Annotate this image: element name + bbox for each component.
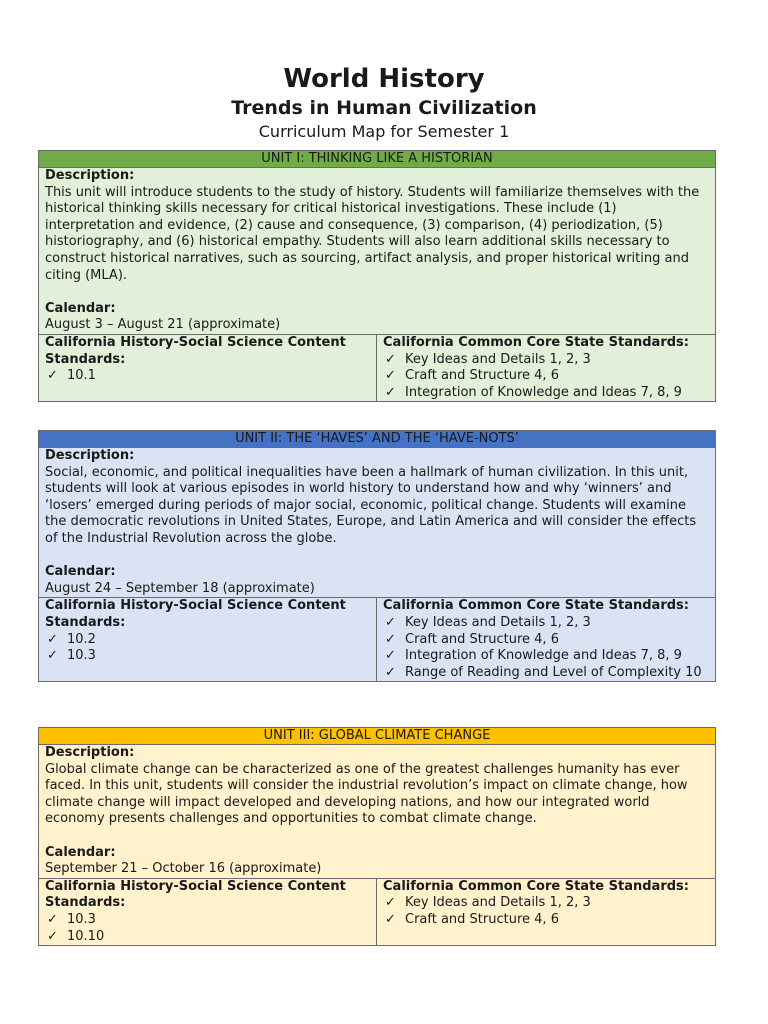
- checkmark-icon: ✓: [385, 664, 396, 680]
- standard-text: Integration of Knowledge and Ideas 7, 8, 9: [405, 384, 682, 400]
- common-core-label: California Common Core State Standards:: [383, 334, 689, 350]
- standard-item: [383, 895, 709, 912]
- unit-2-calendar: August 24 – September 18 (approximate): [45, 580, 315, 596]
- calendar-label: Calendar:: [45, 564, 116, 580]
- checkmark-icon: ✓: [385, 895, 396, 911]
- unit-3-content-standards: [39, 878, 377, 945]
- checkmark-icon: ✓: [47, 928, 58, 944]
- standard-text: Craft and Structure 4, 6: [405, 911, 559, 927]
- standard-item: [383, 385, 709, 402]
- checkmark-icon: ✓: [47, 911, 58, 927]
- standard-text: Craft and Structure 4, 6: [405, 631, 559, 647]
- checkmark-icon: ✓: [47, 631, 58, 647]
- standard-item: [383, 648, 709, 665]
- standard-text: Key Ideas and Details 1, 2, 3: [405, 614, 591, 630]
- common-core-label: California Common Core State Standards:: [383, 878, 689, 894]
- standard-item: [45, 929, 370, 946]
- unit-2-content-standards: [39, 598, 377, 681]
- standard-text: Craft and Structure 4, 6: [405, 368, 559, 384]
- unit-1-common-core-list: [383, 352, 709, 402]
- checkmark-icon: ✓: [385, 648, 396, 664]
- document-subsubtitle: Curriculum Map for Semester 1: [258, 122, 510, 141]
- document-header: [0, 62, 768, 144]
- unit-3-calendar: September 21 – October 16 (approximate): [45, 861, 322, 877]
- unit-2-description-block: [39, 448, 715, 597]
- unit-1-calendar: August 3 – August 21 (approximate): [45, 317, 281, 333]
- standard-item: [45, 632, 370, 649]
- calendar-label: Calendar:: [45, 844, 116, 860]
- standard-text: Key Ideas and Details 1, 2, 3: [405, 895, 591, 911]
- common-core-label: California Common Core State Standards:: [383, 598, 689, 614]
- document-title: World History: [283, 64, 485, 94]
- standard-item: [383, 368, 709, 385]
- checkmark-icon: ✓: [47, 648, 58, 664]
- standard-item: [45, 648, 370, 665]
- unit-2-standards: [39, 597, 715, 681]
- description-label: Description:: [45, 168, 135, 183]
- standard-item: [45, 368, 370, 385]
- standard-item: [383, 912, 709, 929]
- standard-text: 10.3: [67, 648, 96, 664]
- checkmark-icon: ✓: [385, 911, 396, 927]
- unit-1-heading: UNIT I: THINKING LIKE A HISTORIAN: [39, 151, 715, 168]
- unit-2-heading: UNIT II: THE ‘HAVES’ AND THE ‘HAVE-NOTS’: [39, 431, 715, 448]
- checkmark-icon: ✓: [385, 351, 396, 367]
- unit-1-content-standards-list: [45, 368, 370, 385]
- unit-2-description: Social, economic, and political inequalities have been a hallmark of human civilization. In this unit, students will look at various episodes in world history to understand how and why ‘winners’ and ‘losers’ emerged during periods of major social, economic, political change. Students will examine the democratic revolutions in United States, Europe, and Latin America and will consider the effects of the Industrial Revolution across the globe.: [45, 464, 697, 546]
- unit-3-content-standards-list: [45, 912, 370, 945]
- unit-3-common-core-list: [383, 895, 709, 928]
- unit-2-common-core: [377, 598, 716, 681]
- calendar-label: Calendar:: [45, 300, 116, 316]
- content-standards-label: California History-Social Science Content Standards:: [45, 598, 346, 630]
- checkmark-icon: ✓: [385, 368, 396, 384]
- standard-text: Integration of Knowledge and Ideas 7, 8, 9: [405, 648, 682, 664]
- standard-item: [383, 615, 709, 632]
- description-label: Description:: [45, 745, 135, 760]
- standard-text: 10.10: [67, 928, 105, 944]
- unit-3-common-core: [377, 878, 716, 945]
- description-label: Description:: [45, 448, 135, 463]
- unit-3-heading: UNIT III: GLOBAL CLIMATE CHANGE: [39, 728, 715, 745]
- standard-text: 10.3: [67, 911, 96, 927]
- standard-item: [383, 632, 709, 649]
- unit-2-table: [38, 430, 716, 682]
- document-subtitle: Trends in Human Civilization: [231, 97, 537, 119]
- checkmark-icon: ✓: [385, 384, 396, 400]
- unit-3-standards: [39, 878, 715, 945]
- standard-item: [45, 912, 370, 929]
- standard-text: 10.1: [67, 368, 96, 384]
- standard-text: Range of Reading and Level of Complexity 10: [405, 664, 702, 680]
- standard-item: [383, 352, 709, 369]
- unit-1-table: [38, 150, 716, 402]
- unit-2-common-core-list: [383, 615, 709, 681]
- standard-item: [383, 665, 709, 682]
- unit-3-table: [38, 727, 716, 946]
- checkmark-icon: ✓: [47, 368, 58, 384]
- unit-2-content-standards-list: [45, 632, 370, 665]
- checkmark-icon: ✓: [385, 614, 396, 630]
- checkmark-icon: ✓: [385, 631, 396, 647]
- unit-3-description-block: [39, 745, 715, 878]
- content-standards-label: California History-Social Science Content Standards:: [45, 878, 346, 911]
- unit-1-description-block: [39, 168, 715, 334]
- standard-text: Key Ideas and Details 1, 2, 3: [405, 351, 591, 367]
- unit-1-common-core: [377, 334, 716, 401]
- unit-1-description: This unit will introduce students to the study of history. Students will familiarize themselves with the historical thinking skills necessary for critical historical investigations. These include (1) interpretation and evidence, (2) cause and consequence, (3) comparison, (4) periodization, (5) historiography, and (6) historical empathy. Students will also learn additional skills necessary to construct historical narratives, such as sourcing, artifact analysis, and proper historical writing and citing (MLA).: [45, 184, 700, 283]
- unit-1-standards: [39, 334, 715, 401]
- content-standards-label: California History-Social Science Content Standards:: [45, 334, 346, 367]
- standard-text: 10.2: [67, 631, 96, 647]
- unit-3-description: Global climate change can be characterized as one of the greatest challenges humanity has ever faced. In this unit, students will consider the industrial revolution’s impact on climate change, how climate change will impact developed and developing nations, and how our integrated world economy presents challenges and opportunities to combat climate change.: [45, 761, 688, 827]
- unit-1-content-standards: [39, 334, 377, 401]
